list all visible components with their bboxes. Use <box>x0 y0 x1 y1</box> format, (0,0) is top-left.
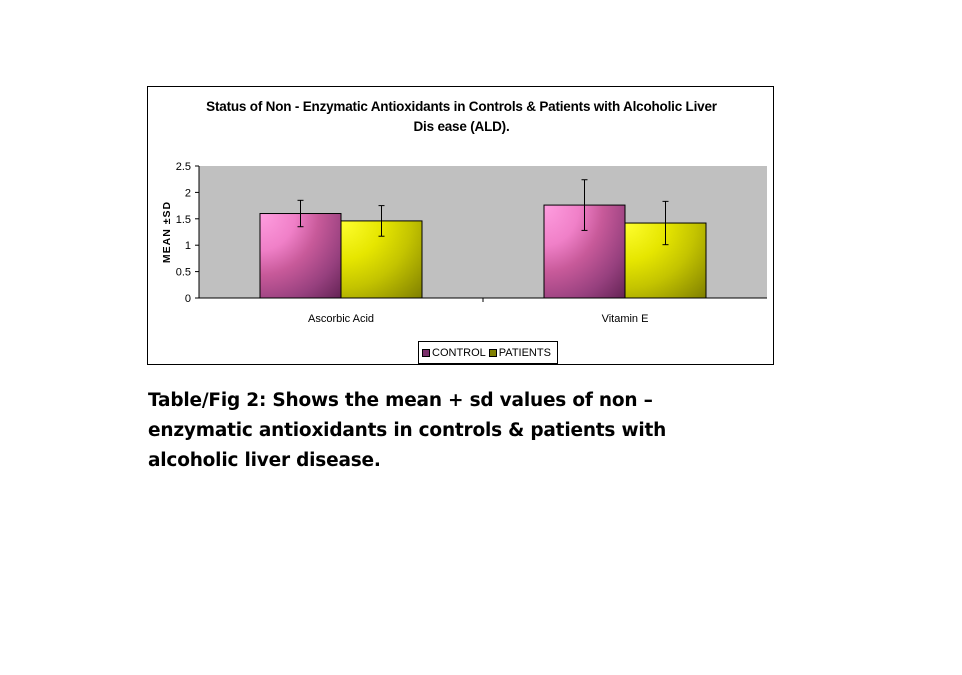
y-axis-label: MEAN ±SD <box>161 200 173 264</box>
x-tick-label: Vitamin E <box>601 313 649 325</box>
caption-line-1: Table/Fig 2: Shows the mean + sd values of non – <box>148 390 653 411</box>
legend-label-patients: PATIENTS <box>498 346 551 359</box>
y-tick-label: 2 <box>184 187 191 200</box>
x-tick-label: Ascorbic Acid <box>307 313 375 325</box>
chart-frame <box>147 86 774 365</box>
y-tick-label: 2.5 <box>175 161 191 173</box>
chart-title-line-2: Dis ease (ALD). <box>413 119 510 134</box>
chart-legend <box>418 341 558 364</box>
legend-item-control <box>422 347 486 359</box>
y-tick-label: 0.5 <box>175 266 191 279</box>
caption-line-3: alcoholic liver disease. <box>148 450 381 471</box>
figure-caption <box>148 386 788 476</box>
legend-label-control: CONTROL <box>432 346 486 359</box>
chart-svg <box>148 87 773 364</box>
y-tick-label: 1 <box>184 240 191 253</box>
legend-item-patients <box>489 347 551 359</box>
chart-title-line-1: Status of Non - Enzymatic Antioxidants in Controls & Patients with Alcoholic Liver <box>206 99 717 114</box>
y-tick-label: 0 <box>184 293 191 305</box>
y-tick-label: 1.5 <box>175 213 191 226</box>
legend-swatch-control <box>422 349 430 357</box>
caption-line-2: enzymatic antioxidants in controls & patients with <box>148 420 667 441</box>
legend-swatch-patients <box>489 349 497 357</box>
